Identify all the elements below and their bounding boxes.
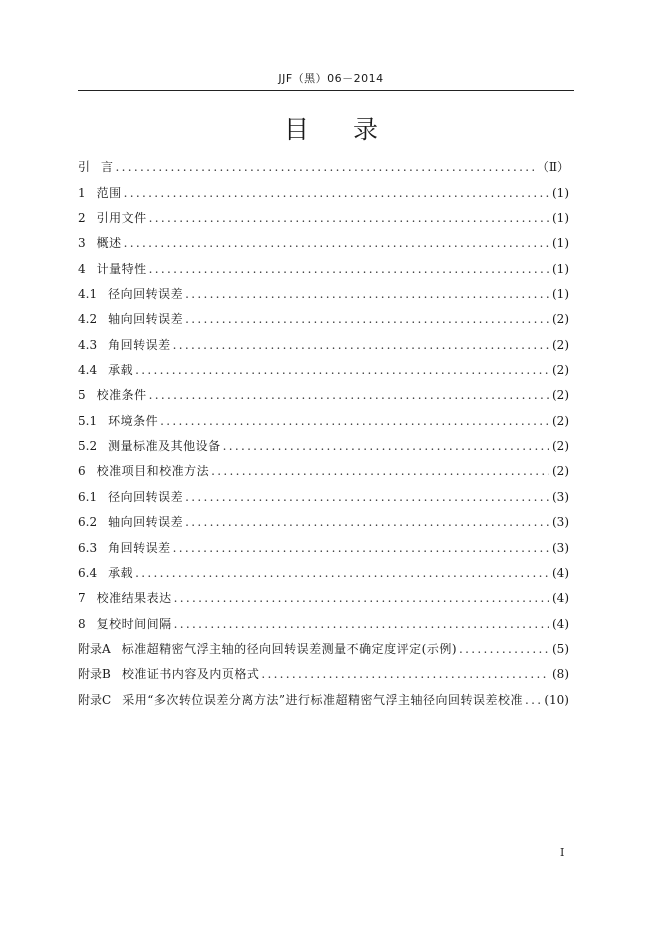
toc-entry-label: 环境条件 <box>108 413 159 428</box>
toc-entry-page: (10) <box>544 692 569 707</box>
toc-entry-leader-dots <box>149 257 549 282</box>
toc-entry[interactable] <box>78 535 569 560</box>
toc-entry-number: 4.3 <box>78 337 98 352</box>
toc-entry-page: (3) <box>552 489 569 504</box>
toc-entry-label: 范围 <box>96 185 122 200</box>
toc-entry-label: 标准超精密气浮主轴的径向回转误差测量不确定度评定(示例) <box>121 641 458 656</box>
toc-entry-leader-dots <box>525 688 541 713</box>
toc-entry-leader-dots <box>124 181 549 206</box>
toc-entry-number: 1 <box>78 185 86 200</box>
toc-entry-label: 角回转误差 <box>108 540 171 555</box>
toc-entry[interactable] <box>78 231 569 256</box>
toc-entry-number: 6.3 <box>78 540 98 555</box>
toc-entry-page: (2) <box>552 413 569 428</box>
toc-entry-page: （Ⅱ） <box>536 160 569 175</box>
toc-entry-number: 3 <box>78 236 86 251</box>
toc-entry-label: 复校时间间隔 <box>96 616 172 631</box>
toc-entry[interactable] <box>78 332 569 357</box>
header-rule <box>78 90 574 91</box>
toc-entry-leader-dots <box>174 612 549 637</box>
toc-entry-number: 6.2 <box>78 515 98 530</box>
toc-entry-number: 附录A <box>78 641 111 656</box>
toc-entry-number: 6 <box>78 464 86 479</box>
toc-entry-leader-dots <box>211 459 549 484</box>
toc-entry[interactable] <box>78 206 569 231</box>
toc-entry-page: (5) <box>552 641 569 656</box>
toc-entry-leader-dots <box>116 155 534 180</box>
toc-entry[interactable] <box>78 561 569 586</box>
toc-entry[interactable] <box>78 358 569 383</box>
toc-entry-leader-dots <box>174 586 549 611</box>
toc-entry-leader-dots <box>173 333 549 358</box>
toc-entry[interactable] <box>78 662 569 687</box>
toc-entry-page: (1) <box>552 261 569 276</box>
toc-entry[interactable] <box>78 459 569 484</box>
toc-entry-label: 径向回转误差 <box>108 287 184 302</box>
toc-entry-label: 承载 <box>108 565 134 580</box>
toc-entry[interactable] <box>78 282 569 307</box>
toc-entry-number: 附录C <box>78 692 112 707</box>
toc-entry-leader-dots <box>185 485 549 510</box>
toc-entry-leader-dots <box>173 536 549 561</box>
toc-entry-page: (2) <box>552 363 569 378</box>
toc-entry-number: 2 <box>78 211 86 226</box>
document-code-header: JJF（黑）06－2014 <box>278 72 384 85</box>
toc-entry-number: 7 <box>78 591 86 606</box>
toc-entry-page: (1) <box>552 236 569 251</box>
toc-entry-number: 4.2 <box>78 312 98 327</box>
toc-entry-number: 5 <box>78 388 86 403</box>
toc-entry-leader-dots <box>459 637 549 662</box>
toc-entry-leader-dots <box>149 206 549 231</box>
toc-entry-page: (2) <box>552 312 569 327</box>
toc-entry-label: 校准证书内容及内页格式 <box>121 667 260 682</box>
toc-entry-label: 轴向回转误差 <box>108 515 184 530</box>
toc-entry-label: 引用文件 <box>96 211 147 226</box>
toc-entry-leader-dots <box>185 307 549 332</box>
toc-entry-label: 轴向回转误差 <box>108 312 184 327</box>
toc-entry-label: 承载 <box>108 363 134 378</box>
toc-entry[interactable] <box>78 687 569 712</box>
toc-entry-label: 角回转误差 <box>108 337 171 352</box>
toc-entry-number: 6.4 <box>78 565 98 580</box>
toc-entry-label: 径向回转误差 <box>108 489 184 504</box>
toc-entry[interactable] <box>78 484 569 509</box>
toc-entry[interactable] <box>78 586 569 611</box>
toc-entry-page: (1) <box>552 185 569 200</box>
toc-entry-leader-dots <box>185 282 549 307</box>
toc-entry-page: (2) <box>552 464 569 479</box>
toc-entry-leader-dots <box>135 561 549 586</box>
toc-entry-number: 引 <box>78 160 91 175</box>
toc-entry-page: (1) <box>552 211 569 226</box>
toc-entry-label: 采用“多次转位误差分离方法”进行标准超精密气浮主轴径向回转误差校准 <box>122 692 523 707</box>
toc-entry[interactable] <box>78 408 569 433</box>
toc-entry-number: 8 <box>78 616 86 631</box>
toc-entry-page: (3) <box>552 515 569 530</box>
toc-entry[interactable] <box>78 307 569 332</box>
table-of-contents <box>78 155 569 713</box>
toc-entry-leader-dots <box>185 510 549 535</box>
toc-entry-leader-dots <box>223 434 549 459</box>
toc-entry[interactable] <box>78 637 569 662</box>
toc-entry-number: 5.1 <box>78 413 98 428</box>
toc-entry-label: 测量标准及其他设备 <box>108 439 221 454</box>
toc-entry[interactable] <box>78 155 569 180</box>
toc-entry-page: (2) <box>552 439 569 454</box>
toc-entry-label: 校准结果表达 <box>96 591 172 606</box>
toc-entry-page: (4) <box>552 616 569 631</box>
toc-entry-label: 校准项目和校准方法 <box>96 464 210 479</box>
toc-entry[interactable] <box>78 611 569 636</box>
toc-entry-leader-dots <box>135 358 549 383</box>
toc-entry-page: (4) <box>552 591 569 606</box>
toc-entry-number: 4 <box>78 261 86 276</box>
toc-entry-page: (8) <box>552 667 569 682</box>
toc-entry-number: 6.1 <box>78 489 98 504</box>
toc-entry-page: (1) <box>552 287 569 302</box>
toc-entry-leader-dots <box>261 662 549 687</box>
toc-entry-label: 概述 <box>96 236 122 251</box>
toc-entry-page: (4) <box>552 565 569 580</box>
page-number: I <box>560 846 565 859</box>
toc-entry[interactable] <box>78 383 569 408</box>
toc-entry-leader-dots <box>149 383 549 408</box>
toc-entry-label: 言 <box>101 160 114 175</box>
toc-entry-number: 附录B <box>78 667 111 682</box>
toc-entry-page: (3) <box>552 540 569 555</box>
toc-entry-number: 4.4 <box>78 363 98 378</box>
toc-entry-page: (2) <box>552 388 569 403</box>
toc-entry-number: 4.1 <box>78 287 98 302</box>
toc-entry-number: 5.2 <box>78 439 98 454</box>
toc-entry-leader-dots <box>160 409 549 434</box>
toc-entry-label: 计量特性 <box>96 261 147 276</box>
toc-entry[interactable] <box>78 434 569 459</box>
toc-entry-leader-dots <box>124 231 549 256</box>
toc-entry-label: 校准条件 <box>96 388 147 403</box>
toc-entry-page: (2) <box>552 337 569 352</box>
toc-entry[interactable] <box>78 256 569 281</box>
toc-entry[interactable] <box>78 180 569 205</box>
page-title: 目录 <box>283 115 422 144</box>
toc-entry[interactable] <box>78 510 569 535</box>
